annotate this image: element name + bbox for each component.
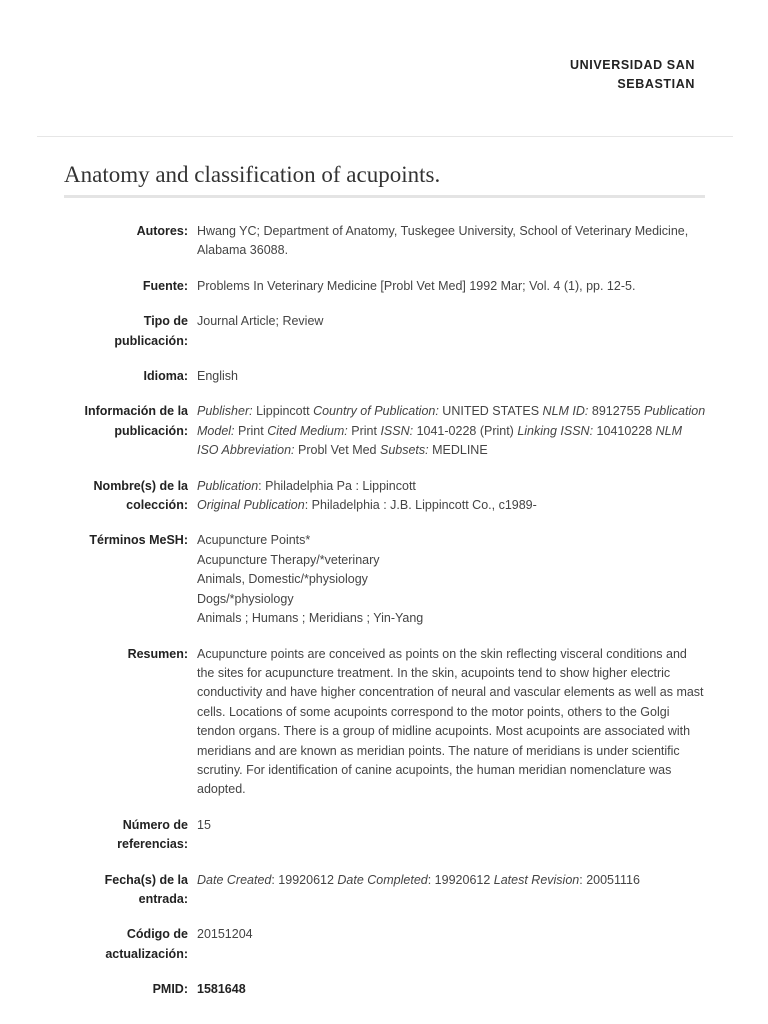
field-informacion-publicacion — [0, 402, 768, 460]
issn-key: ISSN: — [380, 423, 414, 438]
field-label-line: referencias: — [117, 837, 188, 852]
record-details — [0, 222, 768, 1016]
publication-line — [197, 477, 707, 496]
field-label — [0, 816, 188, 855]
iso-abbreviation-value: Probl Vet Med — [294, 443, 380, 458]
field-autores — [0, 222, 768, 261]
field-label-line: publicación: — [114, 423, 188, 438]
field-fuente — [0, 277, 768, 296]
date-completed-key: Date Completed — [337, 872, 428, 887]
original-publication-line — [197, 496, 707, 515]
publisher-key: Publisher: — [197, 404, 253, 419]
mesh-term: Animals, Domestic/*physiology — [197, 572, 368, 587]
field-value-resumen: Acupuncture points are conceived as points on the skin reflecting visceral conditions and the sites for acupuncture treatment. In the skin, acupoints tend to show higher electric conductivity and have higher concentration of neural and vascular elements as well as mast cells. Locations of some acupoints correspond to the motor points, others to the Golgi tendon organs. There is a group of midline acupoints. Most acupoints are associated with meridians and are known as meridian points. The nature of meridians is under scientific scrutiny. For identification of canine acupoints, the human meridian nomenclature was adopted. — [197, 646, 704, 797]
field-value-informacion — [197, 402, 707, 460]
field-numero-referencias — [0, 816, 768, 855]
original-publication-key: Original Publication — [197, 498, 305, 513]
subsets-key: Subsets: — [379, 443, 429, 458]
field-label-line: colección: — [126, 498, 188, 513]
field-tipo-publicacion — [0, 312, 768, 351]
cited-medium-value: Print — [347, 423, 381, 438]
original-publication-value: : Philadelphia : J.B. Lippincott Co., c1989- — [304, 498, 537, 513]
field-label: Idioma: — [143, 369, 188, 384]
publication-value: : Philadelphia Pa : Lippincott — [258, 478, 416, 493]
field-label — [0, 312, 188, 351]
date-completed-value: : 19920612 — [427, 872, 494, 887]
cited-medium-key: Cited Medium: — [267, 423, 348, 438]
field-label-line: Nombre(s) de la — [93, 478, 188, 493]
field-coleccion — [0, 477, 768, 516]
field-value-referencias: 15 — [197, 817, 211, 832]
field-value-autores: Hwang YC; Department of Anatomy, Tuskegee University, School of Veterinary Medicine, Alabama 36088. — [197, 224, 689, 258]
date-created-value: : 19920612 — [271, 872, 338, 887]
field-label — [0, 477, 188, 516]
field-pmid — [0, 980, 768, 999]
field-label-line: entrada: — [138, 891, 188, 906]
mesh-term: Dogs/*physiology — [197, 591, 294, 606]
field-label-line: Número de — [122, 817, 188, 832]
mesh-term: Acupuncture Points* — [197, 533, 311, 548]
field-label-line: Tipo de — [143, 314, 188, 329]
field-label: Resumen: — [127, 646, 188, 661]
mesh-term: Animals ; Humans ; Meridians ; Yin-Yang — [197, 611, 424, 626]
field-label-line: Fecha(s) de la — [104, 872, 188, 887]
field-value-idioma: English — [197, 369, 238, 384]
publication-model-key: Publication Model: — [197, 404, 706, 438]
field-value-tipo: Journal Article; Review — [197, 314, 324, 329]
field-value-pmid — [197, 980, 707, 999]
subsets-value: MEDLINE — [428, 443, 488, 458]
latest-revision-value: : 20051116 — [579, 872, 640, 887]
header-divider — [37, 136, 733, 137]
field-label — [0, 925, 188, 964]
field-label — [0, 402, 188, 460]
nlm-id-key: NLM ID: — [542, 404, 589, 419]
latest-revision-key: Latest Revision — [493, 872, 580, 887]
mesh-term: Acupuncture Therapy/*veterinary — [197, 552, 380, 567]
organization-name-line1: UNIVERSIDAD SAN — [570, 58, 695, 72]
organization-name-line2: SEBASTIAN — [617, 77, 695, 91]
publication-model-value: Print — [234, 423, 268, 438]
field-value-fechas — [197, 871, 707, 910]
linking-issn-key: Linking ISSN: — [517, 423, 594, 438]
pmid-value: 1581648 — [197, 982, 246, 997]
field-label-line: actualización: — [105, 946, 188, 961]
iso-abbreviation-key: NLM ISO Abbreviation: — [197, 423, 683, 458]
field-idioma — [0, 367, 768, 386]
field-resumen — [0, 645, 768, 800]
field-value-fuente: Problems In Veterinary Medicine [Probl Vet Med] 1992 Mar; Vol. 4 (1), pp. 12-5. — [197, 278, 636, 293]
field-value-mesh — [197, 531, 707, 628]
field-label: Autores: — [136, 224, 188, 238]
field-label: PMID: — [152, 982, 188, 997]
linking-issn-value: 10410228 — [593, 423, 656, 438]
field-label-line: Información de la — [84, 404, 188, 419]
field-label-line: Código de — [126, 927, 188, 942]
field-label — [0, 871, 188, 910]
country-key: Country of Publication: — [313, 404, 439, 419]
country-value: UNITED STATES — [438, 404, 543, 419]
field-label-line: publicación: — [114, 333, 188, 348]
issn-value: 1041-0228 (Print) — [413, 423, 518, 438]
nlm-id-value: 8912755 — [588, 404, 644, 419]
field-label: Términos MeSH: — [89, 533, 188, 548]
field-label: Fuente: — [142, 278, 188, 293]
date-created-key: Date Created — [197, 872, 272, 887]
record-title: Anatomy and classification of acupoints. — [64, 162, 441, 187]
field-terminos-mesh — [0, 531, 768, 628]
field-value-codigo: 20151204 — [197, 927, 253, 942]
field-fechas-entrada — [0, 871, 768, 910]
field-value-coleccion — [197, 477, 707, 516]
organization-name — [475, 56, 695, 94]
publisher-value: Lippincott — [252, 404, 314, 419]
title-divider — [64, 195, 705, 198]
publication-key: Publication — [197, 478, 259, 493]
field-codigo-actualizacion — [0, 925, 768, 964]
